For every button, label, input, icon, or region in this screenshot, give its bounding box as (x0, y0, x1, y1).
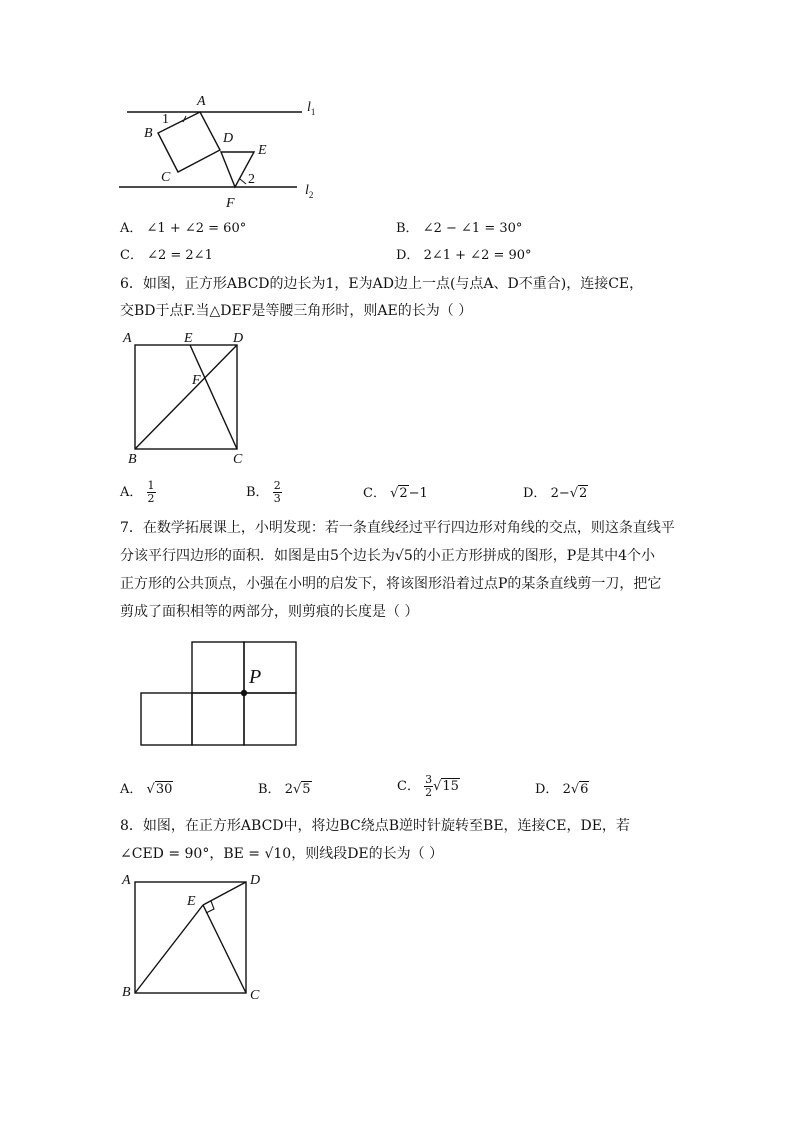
q7-option-d[interactable]: D． 2√6 (535, 782, 589, 797)
q8-text-line1: 8．如图，在正方形ABCD中，将边BC绕点B逆时针旋转至BE，连接CE，DE，若 (120, 818, 630, 834)
q8-text-line2: ∠CED = 90°，BE = √10，则线段DE的长为（ ） (120, 846, 444, 862)
label-l2: $l_2$ (305, 183, 314, 200)
q6-label-f: F (192, 373, 201, 388)
q5-option-a[interactable]: A． ∠1 + ∠2 = 60° (120, 221, 247, 236)
q8-label-a: A (122, 873, 131, 888)
label-l1: $l_1$ (307, 100, 316, 117)
label-c: C (161, 170, 171, 185)
label-b: B (144, 126, 153, 141)
label-e: E (258, 143, 267, 158)
q8-segment-ec (203, 905, 246, 993)
q6-text-line1: 6．如图，正方形ABCD的边长为1，E为AD边上一点(与点A、D不重合)，连接CE， (120, 276, 644, 292)
q5-option-c[interactable]: C． ∠2 = 2∠1 (120, 248, 213, 263)
angle-label-2: 2 (248, 172, 255, 187)
q6-option-c[interactable]: C． √2−1 (363, 486, 428, 501)
q6-label-a: A (123, 331, 132, 346)
q6-label-d: D (233, 331, 244, 346)
label-f: F (226, 196, 235, 211)
q8-label-d: D (250, 873, 261, 888)
q8-label-e: E (187, 894, 196, 909)
q7-option-a[interactable]: A． √30 (120, 782, 173, 797)
q8-segment-be (135, 905, 203, 993)
label-a: A (197, 94, 206, 109)
q6-label-e: E (184, 331, 193, 346)
q6-option-a[interactable]: A． $\frac{1}{2}$ (120, 479, 155, 505)
q7-text-line1: 7．在数学拓展课上，小明发现：若一条直线经过平行四边形对角线的交点，则这条直线平 (120, 520, 675, 536)
q7-text-line2: 分该平行四边形的面积．如图是由5个边长为√5的小正方形拼成的图形，P是其中4个小 (120, 548, 656, 564)
q6-text-line2: 交BD于点F.当△DEF是等腰三角形时，则AE的长为（ ） (120, 303, 473, 319)
q7-text-line3: 正方形的公共顶点，小强在小明的启发下，将该图形沿着过点P的某条直线剪一刀，把它 (120, 576, 662, 592)
q6-label-c: C (233, 452, 243, 467)
q7-option-b[interactable]: B． 2√5 (258, 782, 311, 797)
q7-option-c[interactable]: C． $\frac{3}{2}$ √15 (397, 773, 459, 799)
q7-label-p: P (249, 666, 262, 688)
q8-label-b: B (122, 985, 131, 1000)
label-d: D (223, 131, 234, 146)
angle-label-1: 1 (162, 112, 169, 127)
q6-option-b[interactable]: B． $\frac{2}{3}$ (246, 479, 281, 505)
q6-option-d[interactable]: D． 2−√2 (523, 486, 588, 501)
q7-text-line4: 剪成了面积相等的两部分，则剪痕的长度是（ ） (120, 604, 419, 620)
q5-option-d[interactable]: D． 2∠1 + ∠2 = 90° (396, 248, 532, 263)
q8-label-c: C (250, 988, 260, 1003)
q8-segment-ed (203, 882, 246, 905)
q6-label-b: B (128, 452, 137, 467)
q5-option-b[interactable]: B． ∠2 − ∠1 = 30° (396, 221, 523, 236)
